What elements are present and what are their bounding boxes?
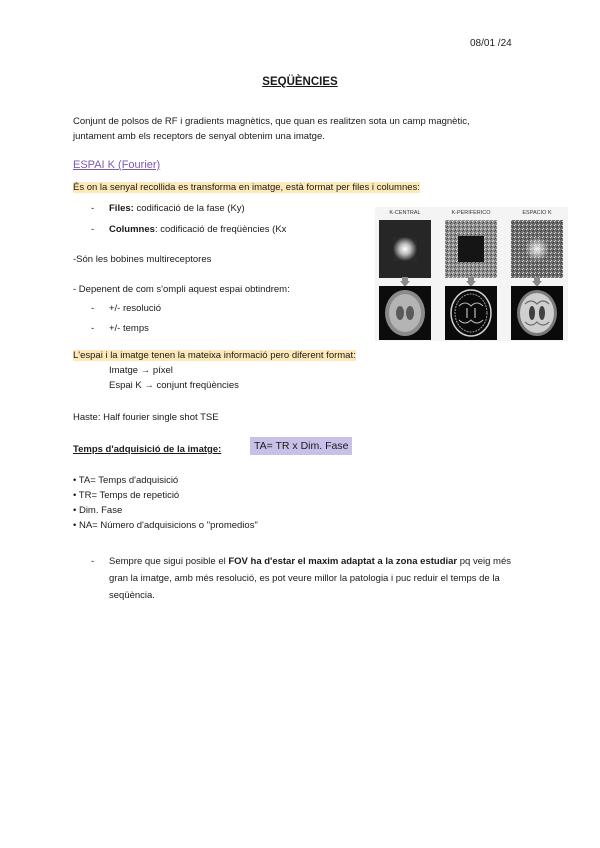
k-central-panel (379, 220, 431, 278)
resolucio-text: +/- resolució (109, 303, 162, 314)
bobines-line: -Són les bobines multireceptores (73, 254, 212, 265)
columnes-item (91, 224, 286, 235)
temps-adquisicio-text: Temps d'adquisició de la imatge: (73, 444, 222, 455)
imatge-pixel-line: Imatge → píxel (109, 365, 173, 376)
fov-note (91, 553, 531, 604)
figure-label-k-periferico: K-PERIFERICO (451, 210, 491, 216)
k-space-figure (375, 207, 568, 341)
brain-image-blurred (379, 286, 431, 340)
section-heading-espai-k: ESPAI K (Fourier) (73, 159, 161, 171)
dash-marker: - (91, 323, 95, 334)
columnes-text: : codificació de freqüències (Kx (154, 224, 287, 235)
fov-pre: Sempre que sigui posible el (109, 556, 229, 567)
bullet-ta: • TA= Temps d'adquisició (73, 475, 179, 486)
temps-adquisicio-label (73, 444, 221, 455)
page-title: SEQÜÈNCIES (262, 76, 338, 88)
fov-post: pq veig més gran la imatge, amb més resolució, es pot veure millor la patologia i puc reduir el temps de la seqüència. (109, 556, 511, 601)
dash-marker: - (91, 556, 95, 567)
brain-image-full (511, 286, 563, 340)
k-periferico-panel (445, 220, 497, 278)
ta-formula: TA= TR x Dim. Fase (250, 437, 352, 455)
temps-text: +/- temps (109, 323, 149, 334)
info-highlight-line (73, 350, 356, 361)
files-item (91, 203, 245, 214)
haste-line: Haste: Half fourier single shot TSE (73, 412, 219, 423)
temps-item (91, 323, 149, 334)
espacio-k-panel (511, 220, 563, 278)
figure-label-k-central: K-CENTRAL (389, 210, 421, 216)
espai-k-definition (73, 182, 420, 193)
espai-k-highlight: És on la senyal recollida es transforma en imatge, està format per files i columnes: (73, 182, 420, 193)
intro-paragraph: Conjunt de polsos de RF i gradients magnètics, que quan es realitzen sota un camp magnètic, juntament amb els receptors de senyal obtenim una imatge. (73, 116, 470, 142)
files-text: codificació de la fase (Ky) (133, 203, 245, 214)
info-highlight: L'espai i la imatge tenen la mateixa informació pero diferent format: (73, 350, 356, 361)
bullet-dim-fase: • Dim. Fase (73, 505, 123, 516)
fov-note-text (109, 553, 531, 604)
ta-formula-box (250, 440, 352, 452)
bullet-tr: • TR= Temps de repetició (73, 490, 180, 501)
files-label: Files: (109, 203, 134, 214)
dash-marker: - (91, 303, 95, 314)
figure-label-espacio-k: ESPACIO K (522, 210, 552, 216)
bullet-na: • NA= Número d'adquisicions o "promedios" (73, 520, 258, 531)
espai-frequencies-line: Espai K → conjunt freqüències (109, 380, 239, 391)
depenent-line: - Depenent de com s'ompli aquest espai obtindrem: (73, 284, 290, 295)
fov-bold: FOV ha d'estar el maxim adaptat a la zona estudiar (228, 556, 458, 567)
date-label: 08/01 /24 (470, 38, 512, 49)
columnes-label: Columnes (109, 224, 155, 235)
resolucio-item (91, 303, 161, 314)
dash-marker: - (91, 224, 95, 235)
brain-image-edges (445, 286, 497, 340)
dash-marker: - (91, 203, 95, 214)
